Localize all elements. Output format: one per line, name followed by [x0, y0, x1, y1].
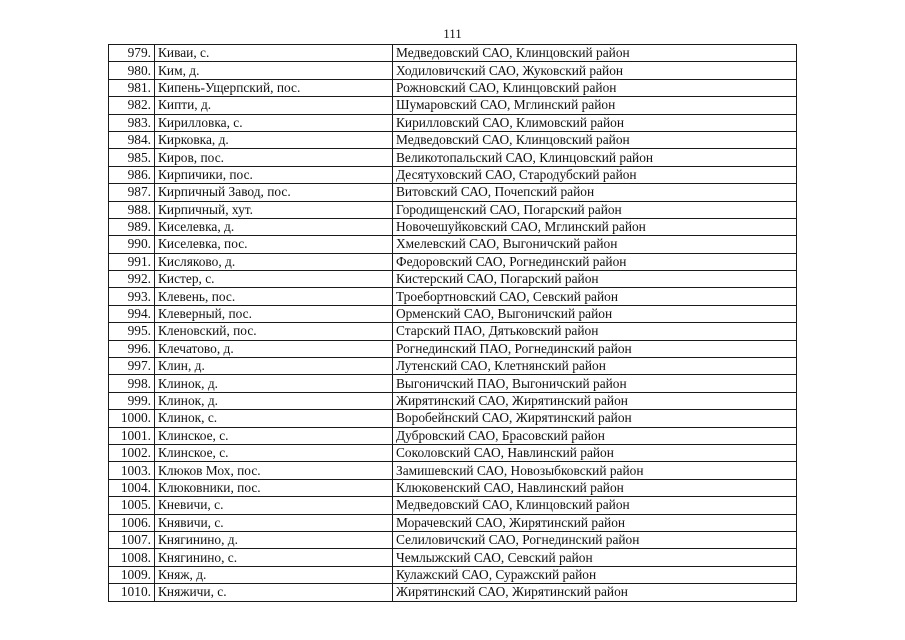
administrative-unit: Выгоничский ПАО, Выгоничский район	[393, 375, 797, 392]
row-number: 986.	[109, 166, 155, 183]
table-row	[109, 236, 797, 253]
table-row	[109, 323, 797, 340]
administrative-unit: Жирятинский САО, Жирятинский район	[393, 392, 797, 409]
settlement-name: Киваи, с.	[155, 45, 393, 62]
row-number: 990.	[109, 236, 155, 253]
row-number: 1000.	[109, 410, 155, 427]
settlement-name: Кипти, д.	[155, 97, 393, 114]
administrative-unit: Десятуховский САО, Стародубский район	[393, 166, 797, 183]
administrative-unit: Медведовский САО, Клинцовский район	[393, 497, 797, 514]
row-number: 997.	[109, 358, 155, 375]
table-row	[109, 45, 797, 62]
administrative-unit: Ходиловичский САО, Жуковский район	[393, 62, 797, 79]
row-number: 1008.	[109, 549, 155, 566]
settlement-name: Княжичи, с.	[155, 584, 393, 601]
settlement-name: Киселевка, д.	[155, 218, 393, 235]
administrative-unit: Лутенский САО, Клетнянский район	[393, 358, 797, 375]
settlement-name: Ким, д.	[155, 62, 393, 79]
settlement-name: Кирпичный Завод, пос.	[155, 184, 393, 201]
row-number: 988.	[109, 201, 155, 218]
settlement-name: Клинское, с.	[155, 427, 393, 444]
row-number: 982.	[109, 97, 155, 114]
administrative-unit: Жирятинский САО, Жирятинский район	[393, 584, 797, 601]
administrative-unit: Замишевский САО, Новозыбковский район	[393, 462, 797, 479]
settlement-name: Княгинино, д.	[155, 531, 393, 548]
table-row	[109, 166, 797, 183]
row-number: 1006.	[109, 514, 155, 531]
table-row	[109, 358, 797, 375]
table-row	[109, 131, 797, 148]
row-number: 996.	[109, 340, 155, 357]
table-row	[109, 549, 797, 566]
settlement-name: Клечатово, д.	[155, 340, 393, 357]
settlement-name: Кленовский, пос.	[155, 323, 393, 340]
administrative-unit: Воробейнский САО, Жирятинский район	[393, 410, 797, 427]
row-number: 991.	[109, 253, 155, 270]
table-row	[109, 218, 797, 235]
table-row	[109, 340, 797, 357]
table-row	[109, 566, 797, 583]
administrative-unit: Кулажский САО, Суражский район	[393, 566, 797, 583]
row-number: 1004.	[109, 479, 155, 496]
table-row	[109, 114, 797, 131]
row-number: 999.	[109, 392, 155, 409]
row-number: 1005.	[109, 497, 155, 514]
administrative-unit: Новочешуйковский САО, Мглинский район	[393, 218, 797, 235]
row-number: 992.	[109, 271, 155, 288]
settlement-name: Клинское, с.	[155, 444, 393, 461]
table-row	[109, 514, 797, 531]
table-row	[109, 62, 797, 79]
settlement-name: Клюков Мох, пос.	[155, 462, 393, 479]
row-number: 987.	[109, 184, 155, 201]
settlement-name: Княж, д.	[155, 566, 393, 583]
table-row	[109, 253, 797, 270]
administrative-unit: Великотопальский САО, Клинцовский район	[393, 149, 797, 166]
row-number: 979.	[109, 45, 155, 62]
settlement-name: Клевень, пос.	[155, 288, 393, 305]
row-number: 1002.	[109, 444, 155, 461]
table-row	[109, 149, 797, 166]
settlement-name: Клин, д.	[155, 358, 393, 375]
settlement-name: Княвичи, с.	[155, 514, 393, 531]
table-row	[109, 497, 797, 514]
row-number: 998.	[109, 375, 155, 392]
table-row	[109, 410, 797, 427]
table-row	[109, 462, 797, 479]
table-row	[109, 392, 797, 409]
settlement-name: Клинок, д.	[155, 392, 393, 409]
administrative-unit: Клюковенский САО, Навлинский район	[393, 479, 797, 496]
administrative-unit: Витовский САО, Почепский район	[393, 184, 797, 201]
row-number: 981.	[109, 79, 155, 96]
row-number: 989.	[109, 218, 155, 235]
settlements-table-body	[109, 45, 797, 602]
row-number: 1010.	[109, 584, 155, 601]
administrative-unit: Хмелевский САО, Выгоничский район	[393, 236, 797, 253]
administrative-unit: Медведовский САО, Клинцовский район	[393, 45, 797, 62]
settlement-name: Княгинино, с.	[155, 549, 393, 566]
administrative-unit: Селиловичский САО, Рогнединский район	[393, 531, 797, 548]
row-number: 985.	[109, 149, 155, 166]
settlement-name: Клинок, с.	[155, 410, 393, 427]
administrative-unit: Соколовский САО, Навлинский район	[393, 444, 797, 461]
administrative-unit: Городищенский САО, Погарский район	[393, 201, 797, 218]
settlement-name: Кисляково, д.	[155, 253, 393, 270]
table-row	[109, 305, 797, 322]
table-row	[109, 479, 797, 496]
settlement-name: Кирилловка, с.	[155, 114, 393, 131]
table-row	[109, 79, 797, 96]
table-row	[109, 271, 797, 288]
settlement-name: Кистер, с.	[155, 271, 393, 288]
row-number: 993.	[109, 288, 155, 305]
administrative-unit: Орменский САО, Выгоничский район	[393, 305, 797, 322]
administrative-unit: Рожновский САО, Клинцовский район	[393, 79, 797, 96]
administrative-unit: Дубровский САО, Брасовский район	[393, 427, 797, 444]
administrative-unit: Кистерский САО, Погарский район	[393, 271, 797, 288]
table-row	[109, 375, 797, 392]
table-row	[109, 184, 797, 201]
administrative-unit: Шумаровский САО, Мглинский район	[393, 97, 797, 114]
row-number: 980.	[109, 62, 155, 79]
settlement-name: Кирковка, д.	[155, 131, 393, 148]
table-row	[109, 584, 797, 601]
administrative-unit: Чемлыжский САО, Севский район	[393, 549, 797, 566]
row-number: 994.	[109, 305, 155, 322]
row-number: 1001.	[109, 427, 155, 444]
settlement-name: Кирпичный, хут.	[155, 201, 393, 218]
page-number: 111	[443, 26, 462, 41]
administrative-unit: Кирилловский САО, Климовский район	[393, 114, 797, 131]
administrative-unit: Троебортновский САО, Севский район	[393, 288, 797, 305]
settlement-name: Кирпичики, пос.	[155, 166, 393, 183]
table-row	[109, 97, 797, 114]
settlement-name: Кневичи, с.	[155, 497, 393, 514]
settlement-name: Киров, пос.	[155, 149, 393, 166]
table-row	[109, 201, 797, 218]
settlement-name: Клеверный, пос.	[155, 305, 393, 322]
row-number: 1003.	[109, 462, 155, 479]
administrative-unit: Старский ПАО, Дятьковский район	[393, 323, 797, 340]
settlement-name: Клинок, д.	[155, 375, 393, 392]
administrative-unit: Рогнединский ПАО, Рогнединский район	[393, 340, 797, 357]
administrative-unit: Морачевский САО, Жирятинский район	[393, 514, 797, 531]
settlements-table	[108, 44, 797, 602]
table-row	[109, 531, 797, 548]
table-row	[109, 288, 797, 305]
row-number: 1009.	[109, 566, 155, 583]
row-number: 995.	[109, 323, 155, 340]
settlement-name: Киселевка, пос.	[155, 236, 393, 253]
row-number: 1007.	[109, 531, 155, 548]
table-row	[109, 444, 797, 461]
row-number: 983.	[109, 114, 155, 131]
administrative-unit: Федоровский САО, Рогнединский район	[393, 253, 797, 270]
settlement-name: Кипень-Ущерпский, пос.	[155, 79, 393, 96]
row-number: 984.	[109, 131, 155, 148]
table-row	[109, 427, 797, 444]
administrative-unit: Медведовский САО, Клинцовский район	[393, 131, 797, 148]
settlement-name: Клюковники, пос.	[155, 479, 393, 496]
